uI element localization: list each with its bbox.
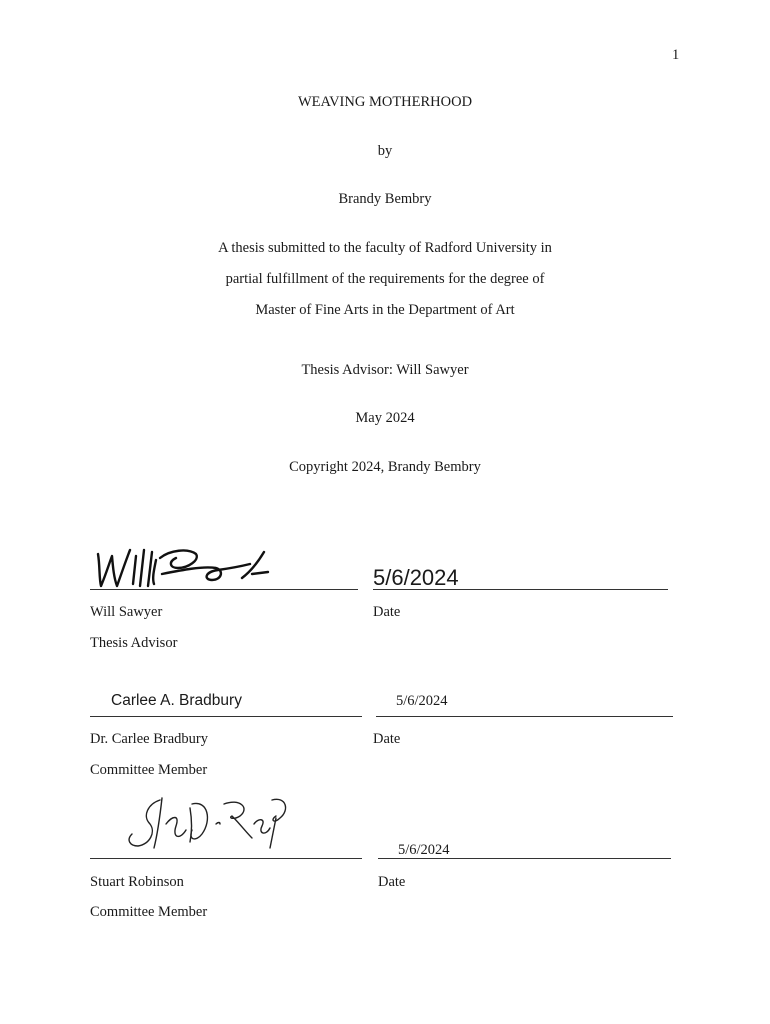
signer-name: Will Sawyer — [90, 604, 163, 620]
statement-line-1: A thesis submitted to the faculty of Radford University in — [218, 240, 552, 256]
by-line: by — [377, 143, 393, 159]
signature-date-value: 5/6/2024 — [398, 842, 450, 858]
statement-line-2: partial fulfillment of the requirements for the degree of — [225, 271, 545, 287]
date-line — [376, 716, 673, 717]
handwritten-signature-will-sawyer — [92, 544, 272, 590]
date-label: Date — [373, 731, 401, 747]
signature-line — [90, 858, 362, 859]
submission-date: May 2024 — [355, 410, 415, 426]
signature-date-value: 5/6/2024 — [373, 565, 459, 590]
signer-role: Committee Member — [90, 762, 208, 778]
copyright-line: Copyright 2024, Brandy Bembry — [289, 459, 481, 475]
signer-name: Dr. Carlee Bradbury — [90, 731, 208, 747]
statement-line-3: Master of Fine Arts in the Department of Art — [255, 302, 515, 318]
signature-line — [90, 716, 362, 717]
date-line — [373, 589, 668, 590]
handwritten-signature-stuart-robinson — [120, 794, 292, 854]
date-line — [378, 858, 671, 859]
date-label: Date — [373, 604, 401, 620]
page-number: 1 — [672, 47, 680, 63]
signer-role: Thesis Advisor — [90, 635, 178, 651]
advisor-line: Thesis Advisor: Will Sawyer — [301, 362, 469, 378]
signer-role: Committee Member — [90, 904, 208, 920]
signature-date-value: 5/6/2024 — [396, 693, 448, 709]
author-name: Brandy Bembry — [338, 191, 432, 207]
signer-name: Stuart Robinson — [90, 874, 184, 890]
date-label: Date — [378, 874, 406, 890]
typed-signature: Carlee A. Bradbury — [111, 692, 242, 709]
thesis-title: WEAVING MOTHERHOOD — [297, 94, 473, 110]
